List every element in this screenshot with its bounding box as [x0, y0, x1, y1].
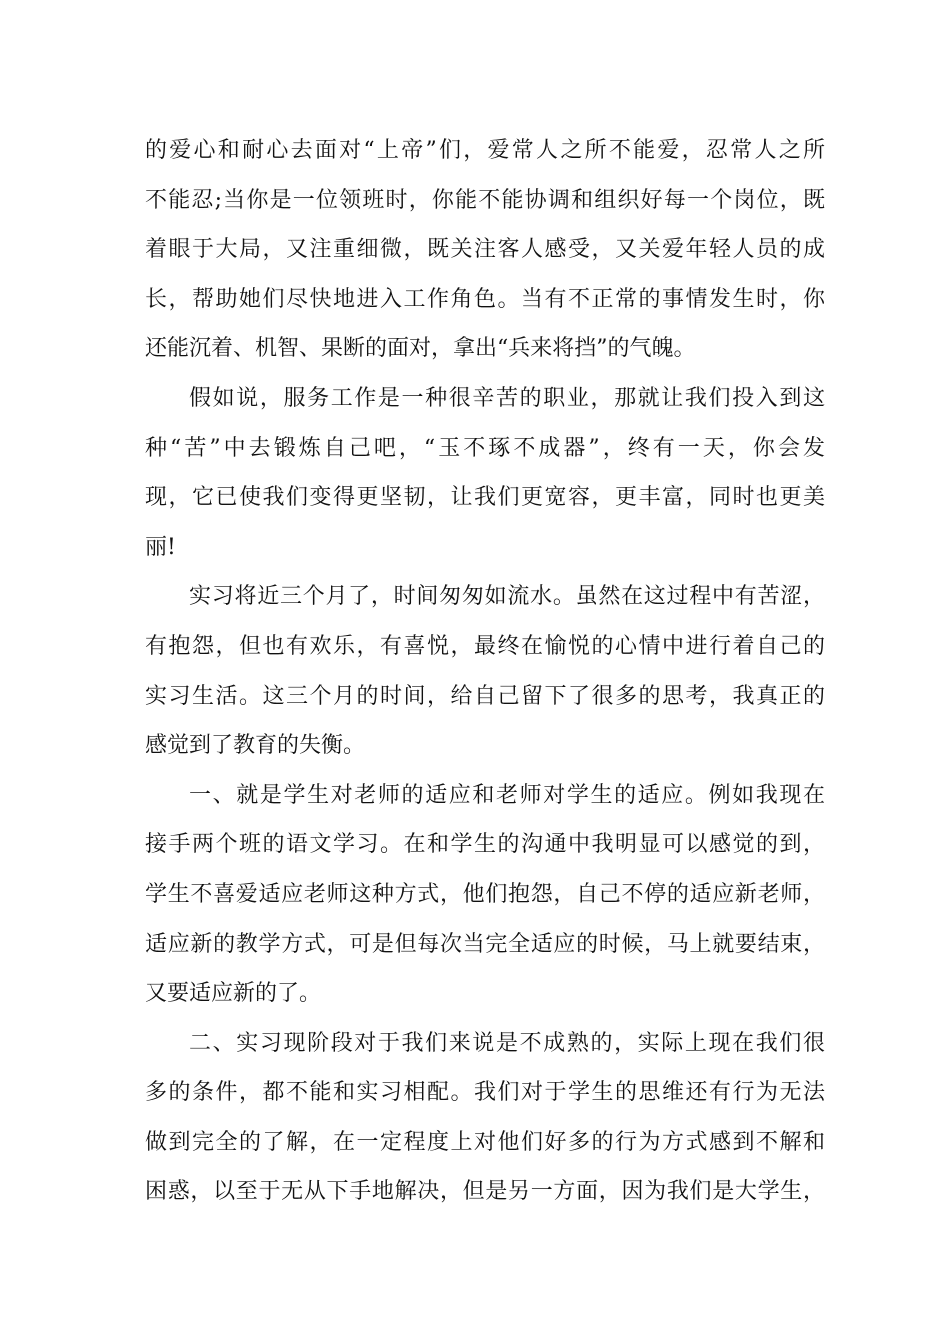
paragraph-5-line-4: 困惑，以至于无从下手地解决，但是另一方面，因为我们是大学生， — [145, 1179, 825, 1205]
paragraph-1-line-5: 还能沉着、机智、果断的面对，拿出“兵来将挡”的气魄。 — [145, 336, 696, 362]
paragraph-1-line-2: 不能忍;当你是一位领班时，你能不能协调和组织好每一个岗位，既 — [145, 187, 825, 213]
paragraph-2-line-1: 假如说，服务工作是一种很辛苦的职业，那就让我们投入到这 — [189, 385, 825, 411]
paragraph-3-line-3: 实习生活。这三个月的时间，给自己留下了很多的思考，我真正的 — [145, 683, 825, 709]
paragraph-1-line-4: 长，帮助她们尽快地进入工作角色。当有不正常的事情发生时，你 — [145, 286, 825, 312]
paragraph-4-line-2: 接手两个班的语文学习。在和学生的沟通中我明显可以感觉的到， — [145, 832, 825, 858]
paragraph-1-line-1: 的爱心和耐心去面对“上帝”们，爱常人之所不能爱，忍常人之所 — [145, 138, 825, 163]
paragraph-5-line-2: 多的条件，都不能和实习相配。我们对于学生的思维还有行为无法 — [145, 1080, 825, 1106]
paragraph-5-line-3: 做到完全的了解，在一定程度上对他们好多的行为方式感到不解和 — [145, 1129, 825, 1155]
paragraph-5-line-1: 二、实习现阶段对于我们来说是不成熟的，实际上现在我们很 — [189, 1030, 825, 1056]
paragraph-3-line-4: 感觉到了教育的失衡。 — [145, 733, 366, 759]
paragraph-4-line-3: 学生不喜爱适应老师这种方式，他们抱怨，自己不停的适应新老师， — [145, 881, 825, 907]
paragraph-4-line-5: 又要适应新的了。 — [145, 981, 322, 1007]
body-text — [145, 126, 825, 1217]
paragraph-2-line-3: 现，它已使我们变得更坚韧，让我们更宽容，更丰富，同时也更美 — [145, 485, 825, 511]
paragraph-2-line-4: 丽! — [145, 534, 176, 560]
paragraph-2-line-2: 种“苦”中去锻炼自己吧，“玉不琢不成器”，终有一天，你会发 — [145, 435, 825, 461]
paragraph-4-line-4: 适应新的教学方式，可是但每次当完全适应的时候，马上就要结束， — [145, 931, 825, 957]
paragraph-3-line-1: 实习将近三个月了，时间匆匆如流水。虽然在这过程中有苦涩， — [189, 584, 825, 610]
paragraph-1-line-3: 着眼于大局，又注重细微，既关注客人感受，又关爱年轻人员的成 — [145, 237, 825, 263]
paragraph-4-line-1: 一、就是学生对老师的适应和老师对学生的适应。例如我现在 — [189, 782, 825, 808]
paragraph-3-line-2: 有抱怨，但也有欢乐，有喜悦，最终在愉悦的心情中进行着自己的 — [145, 633, 825, 659]
